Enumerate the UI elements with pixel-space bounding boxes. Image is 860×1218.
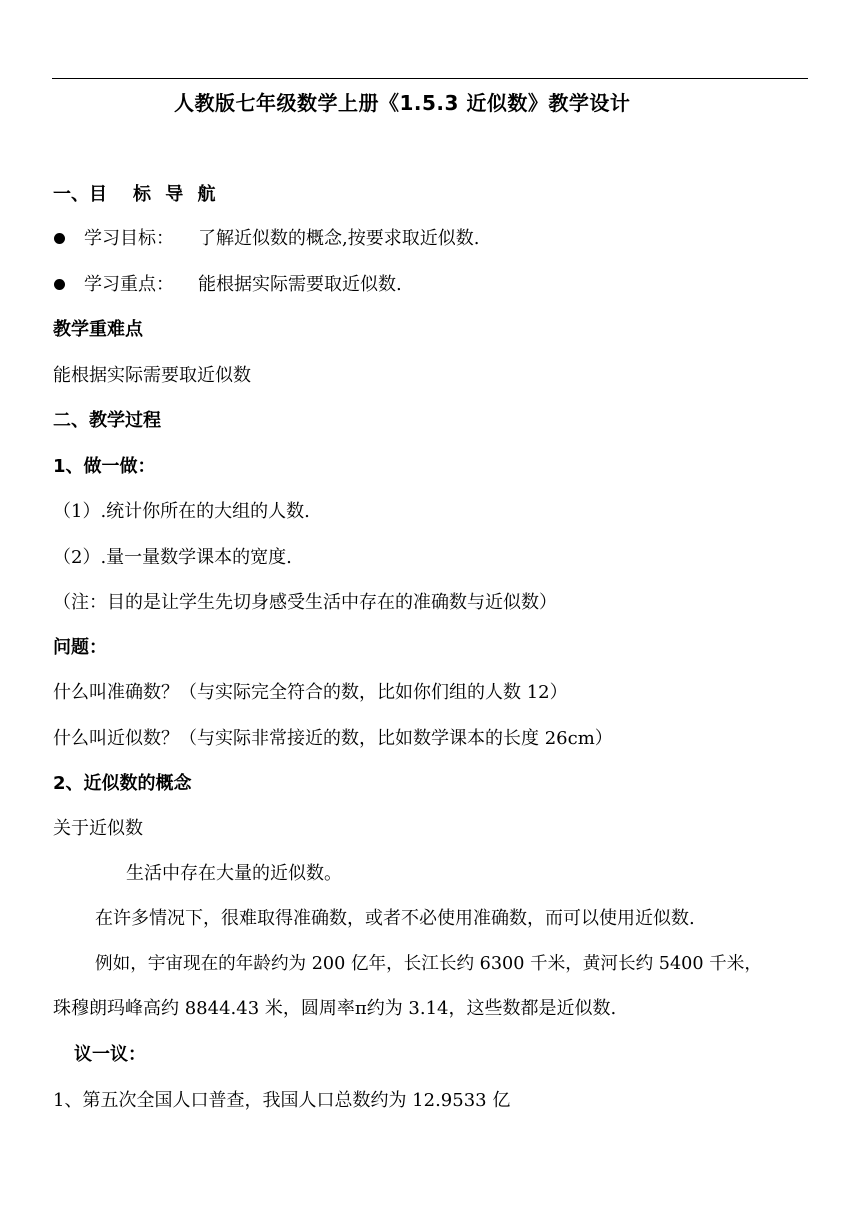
process-heading: 二、教学过程 xyxy=(53,410,161,431)
discuss-item: 1、第五次全国人口普查，我国人口总数约为 12.9533 亿 xyxy=(53,1090,511,1111)
bullet-text: 能根据实际需要取近似数. xyxy=(198,274,402,295)
difficulty-heading: 教学重难点 xyxy=(53,319,143,340)
bullet-item-goal xyxy=(84,227,479,251)
goals-heading-rest: 标 导 航 xyxy=(133,184,220,205)
difficulty-text: 能根据实际需要取近似数 xyxy=(53,365,251,386)
document-title: 人教版七年级数学上册《1.5.3 近似数》教学设计 xyxy=(174,91,631,115)
question-approx: 什么叫近似数？（与实际非常接近的数，比如数学课本的长度 26cm） xyxy=(53,728,613,749)
bullet-item-focus xyxy=(84,273,402,297)
bullet-label: 学习重点： xyxy=(84,274,174,295)
life-text: 生活中存在大量的近似数。 xyxy=(126,863,342,884)
example-line-1: 例如，宇宙现在的年龄约为 200 亿年，长江长约 6300 千米，黄河长约 5400 千米， xyxy=(95,954,762,974)
about-label: 关于近似数 xyxy=(53,818,143,839)
goals-heading-prefix: 一、目 xyxy=(53,184,107,205)
example-line-2: 珠穆朗玛峰高约 8844.43 米，圆周率π约为 3.14，这些数都是近似数. xyxy=(53,998,617,1019)
question-heading: 问题： xyxy=(53,637,107,658)
question-exact: 什么叫准确数？（与实际完全符合的数，比如你们组的人数 12） xyxy=(53,682,568,703)
step2-heading: 2、近似数的概念 xyxy=(53,773,192,794)
discuss-heading: 议一议： xyxy=(74,1044,146,1065)
step1-item: （1）.统计你所在的大组的人数. xyxy=(53,501,310,522)
bullet-icon xyxy=(54,233,65,244)
step1-item: （2）.量一量数学课本的宽度. xyxy=(53,547,292,568)
step1-heading: 1、做一做： xyxy=(53,456,156,477)
bullet-text: 了解近似数的概念,按要求取近似数. xyxy=(198,228,480,249)
bullet-icon xyxy=(54,279,65,290)
many-cases-text: 在许多情况下，很难取得准确数，或者不必使用准确数，而可以使用近似数. xyxy=(95,908,695,929)
step1-note: （注：目的是让学生先切身感受生活中存在的准确数与近似数） xyxy=(53,592,557,613)
bullet-label: 学习目标： xyxy=(84,228,174,249)
goals-heading xyxy=(53,183,220,207)
header-rule xyxy=(52,78,808,79)
